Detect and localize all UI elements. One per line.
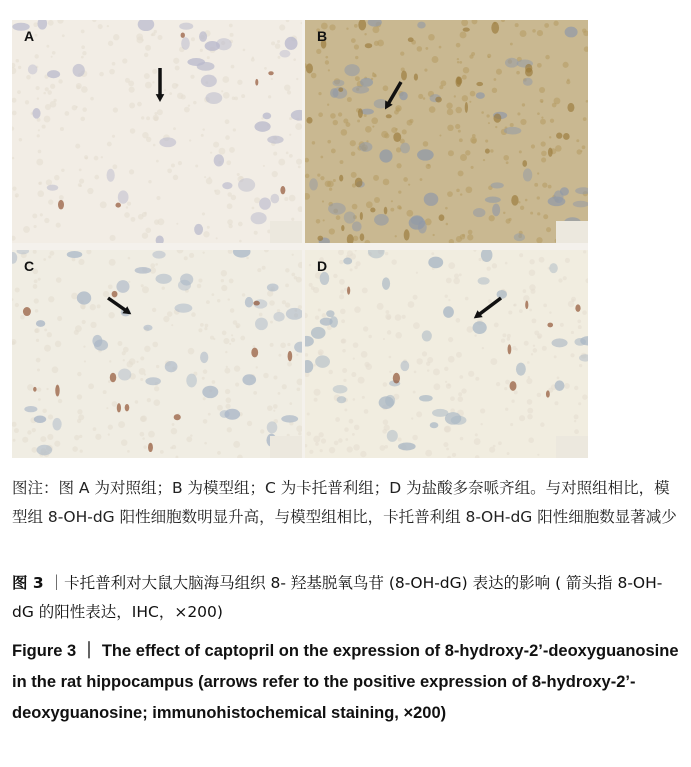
- panel-c-image: [12, 250, 302, 458]
- figure-title-chinese-text: ｜卡托普利对大鼠大脑海马组织 8- 羟基脱氧鸟苷 (8-OH-dG) 表达的影响 ( 箭头指 8-OH-dG 的阳性表达，IHC，×200): [12, 574, 663, 621]
- figure-note-chinese: 图注：图 A 为对照组；B 为模型组；C 为卡托普利组；D 为盐酸多奈哌齐组。与对照组相比，模型组 8-OH-dG 阳性细胞数明显升高，与模型组相比，卡托普利组 8-OH-dG 阳性细胞数显著减少: [12, 479, 677, 526]
- figure-title-english: Figure 3 ｜ The effect of captopril on the expression of 8-hydroxy-2’-deoxyguanosine in the rat hippocampus (arrows refer to the positive expression of 8-hydroxy-2’-deoxyguanosine; immunohistochemical staining, ×200): [12, 642, 679, 722]
- panel-b-image: [305, 20, 588, 243]
- panel-a-image: [12, 20, 302, 243]
- figure-title-chinese: [12, 569, 682, 627]
- panel-d-image: [305, 250, 588, 458]
- panel-b-label: B: [317, 28, 328, 44]
- panel-c-label: C: [24, 258, 35, 274]
- panel-a-label: A: [24, 28, 35, 44]
- panel-c-captopril-micrograph: [12, 250, 302, 458]
- figure-3-micrographs: [12, 20, 588, 458]
- panel-d-label: D: [317, 258, 328, 274]
- panel-b-model-micrograph: [305, 20, 588, 243]
- panel-a-control-micrograph: [12, 20, 302, 243]
- panel-d-donepezil-micrograph: [305, 250, 588, 458]
- figure-number-chinese: 图 3: [12, 574, 44, 592]
